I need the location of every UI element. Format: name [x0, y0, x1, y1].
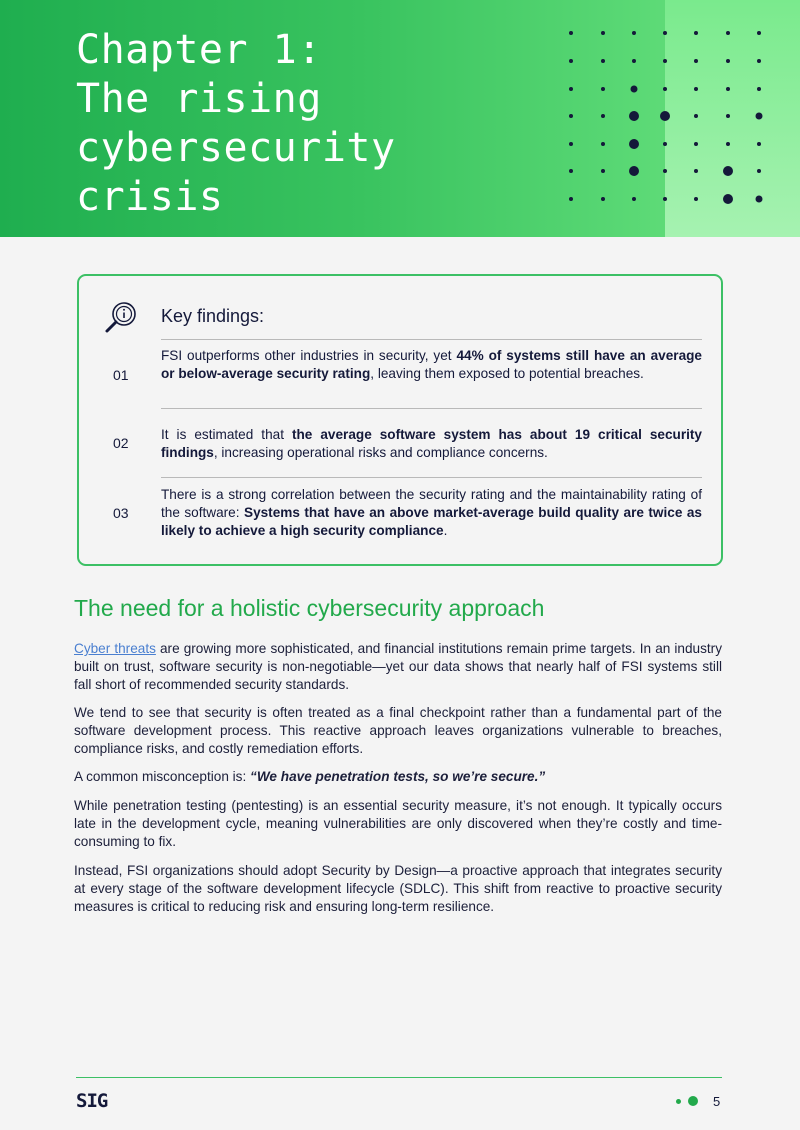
- decorative-dot: [601, 114, 605, 118]
- paragraph: [74, 768, 722, 786]
- paragraph: [74, 640, 722, 694]
- section-heading: The need for a holistic cybersecurity approach: [74, 595, 545, 621]
- decorative-dot: [631, 86, 638, 93]
- paragraph-text: A common misconception is:: [74, 769, 251, 784]
- finding-number: 02: [113, 435, 129, 451]
- decorative-dot: [726, 31, 730, 35]
- decorative-dot: [663, 142, 667, 146]
- decorative-dot: [726, 59, 730, 63]
- divider: [161, 477, 702, 478]
- decorative-dot: [694, 142, 698, 146]
- decorative-dot: [663, 87, 667, 91]
- decorative-dot: [663, 169, 667, 173]
- paragraph: While penetration testing (pentesting) is an essential security measure, it’s not enough. It typically occurs late in the development cycle, meaning vulnerabilities are only discovered when they’re costly and time-consuming to fix.: [74, 798, 722, 849]
- decorative-dot: [632, 31, 636, 35]
- decorative-dot: [663, 197, 667, 201]
- decorative-dot: [601, 59, 605, 63]
- finding-text-part: , leaving them exposed to potential breaches.: [370, 366, 644, 381]
- decorative-dot: [694, 197, 698, 201]
- paragraph: We tend to see that security is often treated as a final checkpoint rather than a fundamental part of the software development process. This reactive approach leaves organizations vulnerable to breaches, compliance risks, and costly remediation efforts.: [74, 705, 722, 756]
- decorative-dot: [694, 114, 698, 118]
- decorative-dot: [723, 194, 733, 204]
- decorative-dot: [601, 169, 605, 173]
- quote: “We have penetration tests, so we’re secure.”: [250, 769, 546, 784]
- finding-text: [161, 486, 702, 540]
- finding-text-part: FSI outperforms other industries in security, yet: [161, 348, 457, 363]
- decorative-dot: [726, 87, 730, 91]
- decorative-dot: [757, 169, 761, 173]
- decorative-dot: [726, 142, 730, 146]
- finding-text-part: It is estimated that: [161, 427, 292, 442]
- divider: [161, 339, 702, 340]
- decorative-dot: [694, 59, 698, 63]
- decorative-dot: [601, 142, 605, 146]
- chapter-title: Chapter 1: The rising cybersecurity crisis: [76, 27, 396, 220]
- finding-text: [161, 347, 702, 383]
- decorative-dot: [694, 87, 698, 91]
- decorative-dot: [601, 87, 605, 91]
- decorative-dot: [629, 111, 639, 121]
- decorative-dot: [726, 114, 730, 118]
- key-findings-box: [77, 274, 723, 566]
- finding-text-part: There is a strong correlation between the security rating and the maintainability rating of the software:: [161, 487, 702, 520]
- decorative-dot: [569, 59, 573, 63]
- decorative-dot: [663, 59, 667, 63]
- decorative-dot: [569, 197, 573, 201]
- decorative-dot: [629, 166, 639, 176]
- magnifier-info-icon: [101, 297, 141, 337]
- decorative-dot: [756, 196, 763, 203]
- page-number: 5: [713, 1094, 721, 1109]
- footer-dot: [688, 1096, 698, 1106]
- decorative-dot: [569, 169, 573, 173]
- decorative-dot: [569, 31, 573, 35]
- decorative-dot: [756, 113, 763, 120]
- finding-text: [161, 426, 702, 462]
- decorative-dot: [757, 87, 761, 91]
- decorative-dot: [660, 111, 670, 121]
- key-findings-title: Key findings:: [161, 306, 265, 326]
- chapter-header: [0, 0, 800, 237]
- sig-logo: SIG: [76, 1090, 108, 1112]
- decorative-dot: [723, 166, 733, 176]
- finding-text-part: , increasing operational risks and compliance concerns.: [213, 445, 548, 460]
- finding-highlight: the average software system has about 19 critical security findings: [161, 427, 702, 460]
- finding-number: 03: [113, 505, 129, 521]
- decorative-dot: [629, 139, 639, 149]
- paragraph: Instead, FSI organizations should adopt Security by Design—a proactive approach that integrates security at every stage of the software development lifecycle (SDLC). This shift from reactive to proactive security measures is critical to reducing risk and ensuring long-term resilience.: [74, 863, 722, 914]
- decorative-dot: [694, 31, 698, 35]
- cyber-threats-link[interactable]: Cyber threats: [74, 641, 156, 656]
- divider: [161, 408, 702, 409]
- decorative-dot: [632, 197, 636, 201]
- decorative-dot: [601, 197, 605, 201]
- paragraph-text: are growing more sophisticated, and financial institutions remain prime targets. In an industry built on trust, software security is non-negotiable—yet our data shows that nearly half of FSI systems still fall short of recommended security standards.: [74, 641, 722, 692]
- decorative-dot: [694, 169, 698, 173]
- footer-dot: [676, 1099, 681, 1104]
- finding-number: 01: [113, 367, 129, 383]
- finding-highlight: 44% of systems still have an average or below-average security rating: [161, 348, 702, 381]
- footer-divider: [76, 1077, 722, 1078]
- decorative-dot: [663, 31, 667, 35]
- decorative-dot: [569, 114, 573, 118]
- decorative-dot: [569, 87, 573, 91]
- decorative-dot: [757, 31, 761, 35]
- decorative-dot: [569, 142, 573, 146]
- finding-highlight: Systems that have an above market-average build quality are twice as likely to achieve a high security compliance: [161, 505, 702, 538]
- finding-text-part: .: [443, 523, 448, 538]
- decorative-dot: [601, 31, 605, 35]
- header-accent-panel: [665, 0, 800, 237]
- decorative-dot: [632, 59, 636, 63]
- decorative-dot: [757, 142, 761, 146]
- decorative-dot: [757, 59, 761, 63]
